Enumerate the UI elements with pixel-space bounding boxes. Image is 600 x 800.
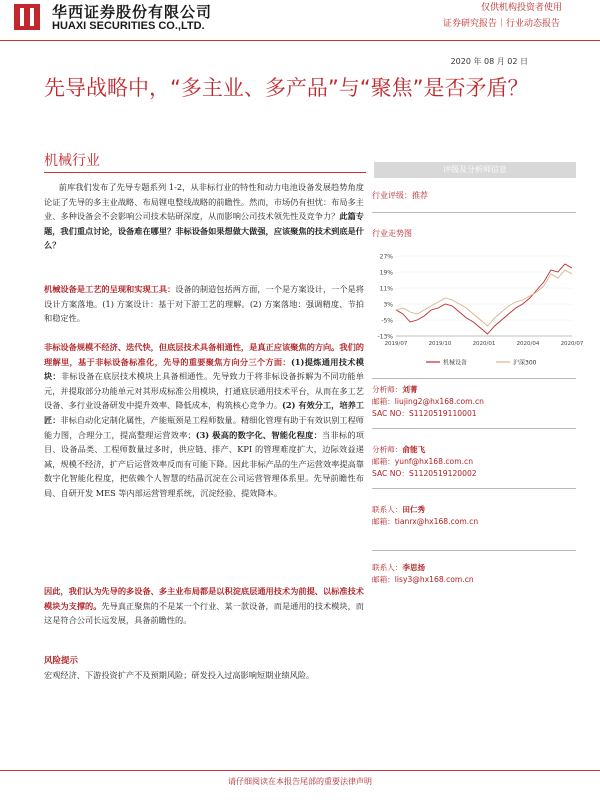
bullet-2-sub2: (2) 有效分工，培养工匠：: [44, 400, 364, 425]
report-date: 2020 年 08 月 02 日: [450, 57, 528, 66]
bullet-2-text3: 当非标的项目、设备品类、工程师数量过多时，供应链、排产、KPI 的管理难度扩大，边际效益递减，规模不经济，扩产后运营效率反而有可能下降。因此非标产品的生产运营效率提高靠数字化智能化程度，把依赖个人智慧的结晶沉淀在公司运营管理体系里。先导前瞻性布局、自研开发 MES 等内部运营管理系统，沉淀经验、提效降本。: [44, 429, 364, 498]
bullet-2-head: 非标设备规模不经济、迭代快，但底层技术具备相通性，是真正应该聚焦的方向。我们的理解里，基于非标设备标准化，先导的重要聚焦方向分三个方面：: [44, 342, 364, 367]
y-tick-label: -5%: [381, 317, 393, 325]
conclusion-paragraph: [44, 584, 364, 628]
analyst-divider: [372, 488, 576, 489]
contact-name: 田仁秀: [402, 505, 426, 514]
analyst-sac: SAC NO：S1120519120002: [372, 469, 477, 478]
y-tick-label: 19%: [379, 269, 393, 277]
x-tick-label: 2020/04: [516, 341, 540, 347]
analyst-name: 俞能飞: [402, 445, 426, 454]
contact-email: 邮箱：tianrx@hx168.com.cn: [372, 517, 479, 526]
bullet-2-sub3: (3) 极高的数字化、智能化程度：: [195, 429, 323, 440]
report-type: 证券研究报告｜行业动态报告: [442, 19, 560, 29]
x-tick-label: 2020/07: [560, 341, 584, 347]
x-tick-label: 2020/01: [472, 341, 496, 347]
y-tick-label: 11%: [379, 285, 393, 293]
bullet-1-text: 设备的制造包括两方面，一个是方案设计，一个是将设计方案落地。(1) 方案设计：基于对下游工艺的理解。(2) 方案落地：强调精度、节拍和稳定性。: [44, 284, 364, 324]
restriction-note: 仅供机构投资者使用: [480, 3, 562, 13]
analyst-name: 刘菁: [402, 385, 418, 394]
intro-text: 前库我们发布了先导专题系列 1-2，从非标行业的特性和动力电池设备发展趋势角度论证了先导的多主业战略、布局锂电整线战略的前瞻性。然而，市场仍有担忧：布局多主业、多种设备会不会影响公司技术钻研深度，从而影响公司技术领先性及竞争力？: [44, 182, 364, 222]
company-name-cn: 华西证券股份有限公司: [52, 3, 213, 21]
contact-role: 联系人：: [372, 505, 403, 514]
contact-block-1: [372, 504, 478, 528]
industry-rating: 行业评级：推荐: [372, 191, 428, 200]
intro-paragraph: [44, 180, 364, 253]
report-title: 先导战略中，“多主业、多产品”与“聚焦”是否矛盾？: [44, 76, 529, 100]
legal-notice: 请仔细阅读在本报告尾部的重要法律声明: [228, 777, 372, 786]
chart-divider: [372, 378, 576, 379]
legend-label: 沪深300: [513, 359, 537, 367]
analyst-sac: SAC NO：S1120519110001: [372, 409, 477, 418]
industry-trend-chart: [366, 250, 584, 375]
contact-role: 联系人：: [372, 563, 403, 572]
y-tick-label: -13%: [377, 333, 393, 341]
y-tick-label: 27%: [379, 253, 393, 261]
company-name-en: HUAXI SECURITIES CO.,LTD.: [52, 20, 205, 32]
x-tick-label: 2019/10: [428, 341, 452, 347]
intro-question: 此篇专题，我们重点讨论，设备难在哪里？非标设备如果想做大做强，应该聚焦的技术到底是什么？: [44, 211, 364, 251]
bullet-1: [44, 282, 364, 326]
y-tick-label: 3%: [383, 301, 393, 309]
bullet-2-text2: 非标自动化定制化属性，产能瓶颈是工程师数量。精细化管理有助于有效识别工程师能力图，合理分工，提高整理运营效率；: [44, 414, 364, 440]
contact-block-2: [372, 562, 474, 586]
huaxi-logo-icon: [12, 2, 42, 32]
bullet-1-head: 机械设备是工艺的呈现和实现工具：: [44, 284, 176, 294]
contact-email: 邮箱：lisy3@hx168.com.cn: [372, 575, 474, 584]
bullet-2-text1: 非标设备在底层技术模块上具备相通性。先导致力于将非标设备拆解为不同功能单元，并提取部分功能单元对其形成标准公用模块，打通底层通用技术平台，从而在多工艺设备、多行业设备研发中提升效率、降低成本，构筑核心竞争力。: [44, 371, 364, 411]
analyst-email: 邮箱：yunf@hx168.com.cn: [372, 457, 474, 466]
industry-label: 机械行业: [44, 153, 100, 169]
industry-divider: [44, 172, 366, 173]
x-tick-label: 2019/07: [384, 341, 408, 347]
bullet-2: [44, 340, 364, 501]
contact-divider: [372, 550, 576, 551]
conclusion-head: 因此，我们认为先导的多设备、多主业布局都是以积淀底层通用技术为前提、以标准技术模块为支撑的。: [44, 586, 364, 611]
analyst-role: 分析师：: [372, 445, 403, 454]
analyst-divider: [372, 428, 576, 429]
contact-name: 李思扬: [402, 563, 426, 572]
bullet-2-sub1: (1)提炼通用技术模块：: [44, 356, 364, 382]
footer-divider: [0, 770, 600, 771]
analyst-role: 分析师：: [372, 385, 403, 394]
trend-chart-title: 行业走势图: [372, 229, 412, 238]
rating-divider: [372, 212, 576, 213]
header-divider: [0, 40, 600, 41]
risk-heading: 风险提示: [44, 656, 79, 666]
analyst-email: 邮箱：liujing2@hx168.com.cn: [372, 397, 484, 406]
legend-label: 机械设备: [443, 359, 468, 367]
risk-text: 宏观经济、下游投资扩产不及预期风险；研发投入过高影响短期业绩风险。: [44, 670, 315, 680]
rating-panel-title: 评级及分析师信息: [374, 162, 576, 178]
analyst-block-1: [372, 384, 484, 420]
conclusion-text: 先导真正聚焦的不是某一个行业、某一款设备，而是通用的技术模块，而这是符合公司长远发展，具备前瞻性的。: [44, 600, 364, 626]
analyst-block-2: [372, 444, 477, 480]
